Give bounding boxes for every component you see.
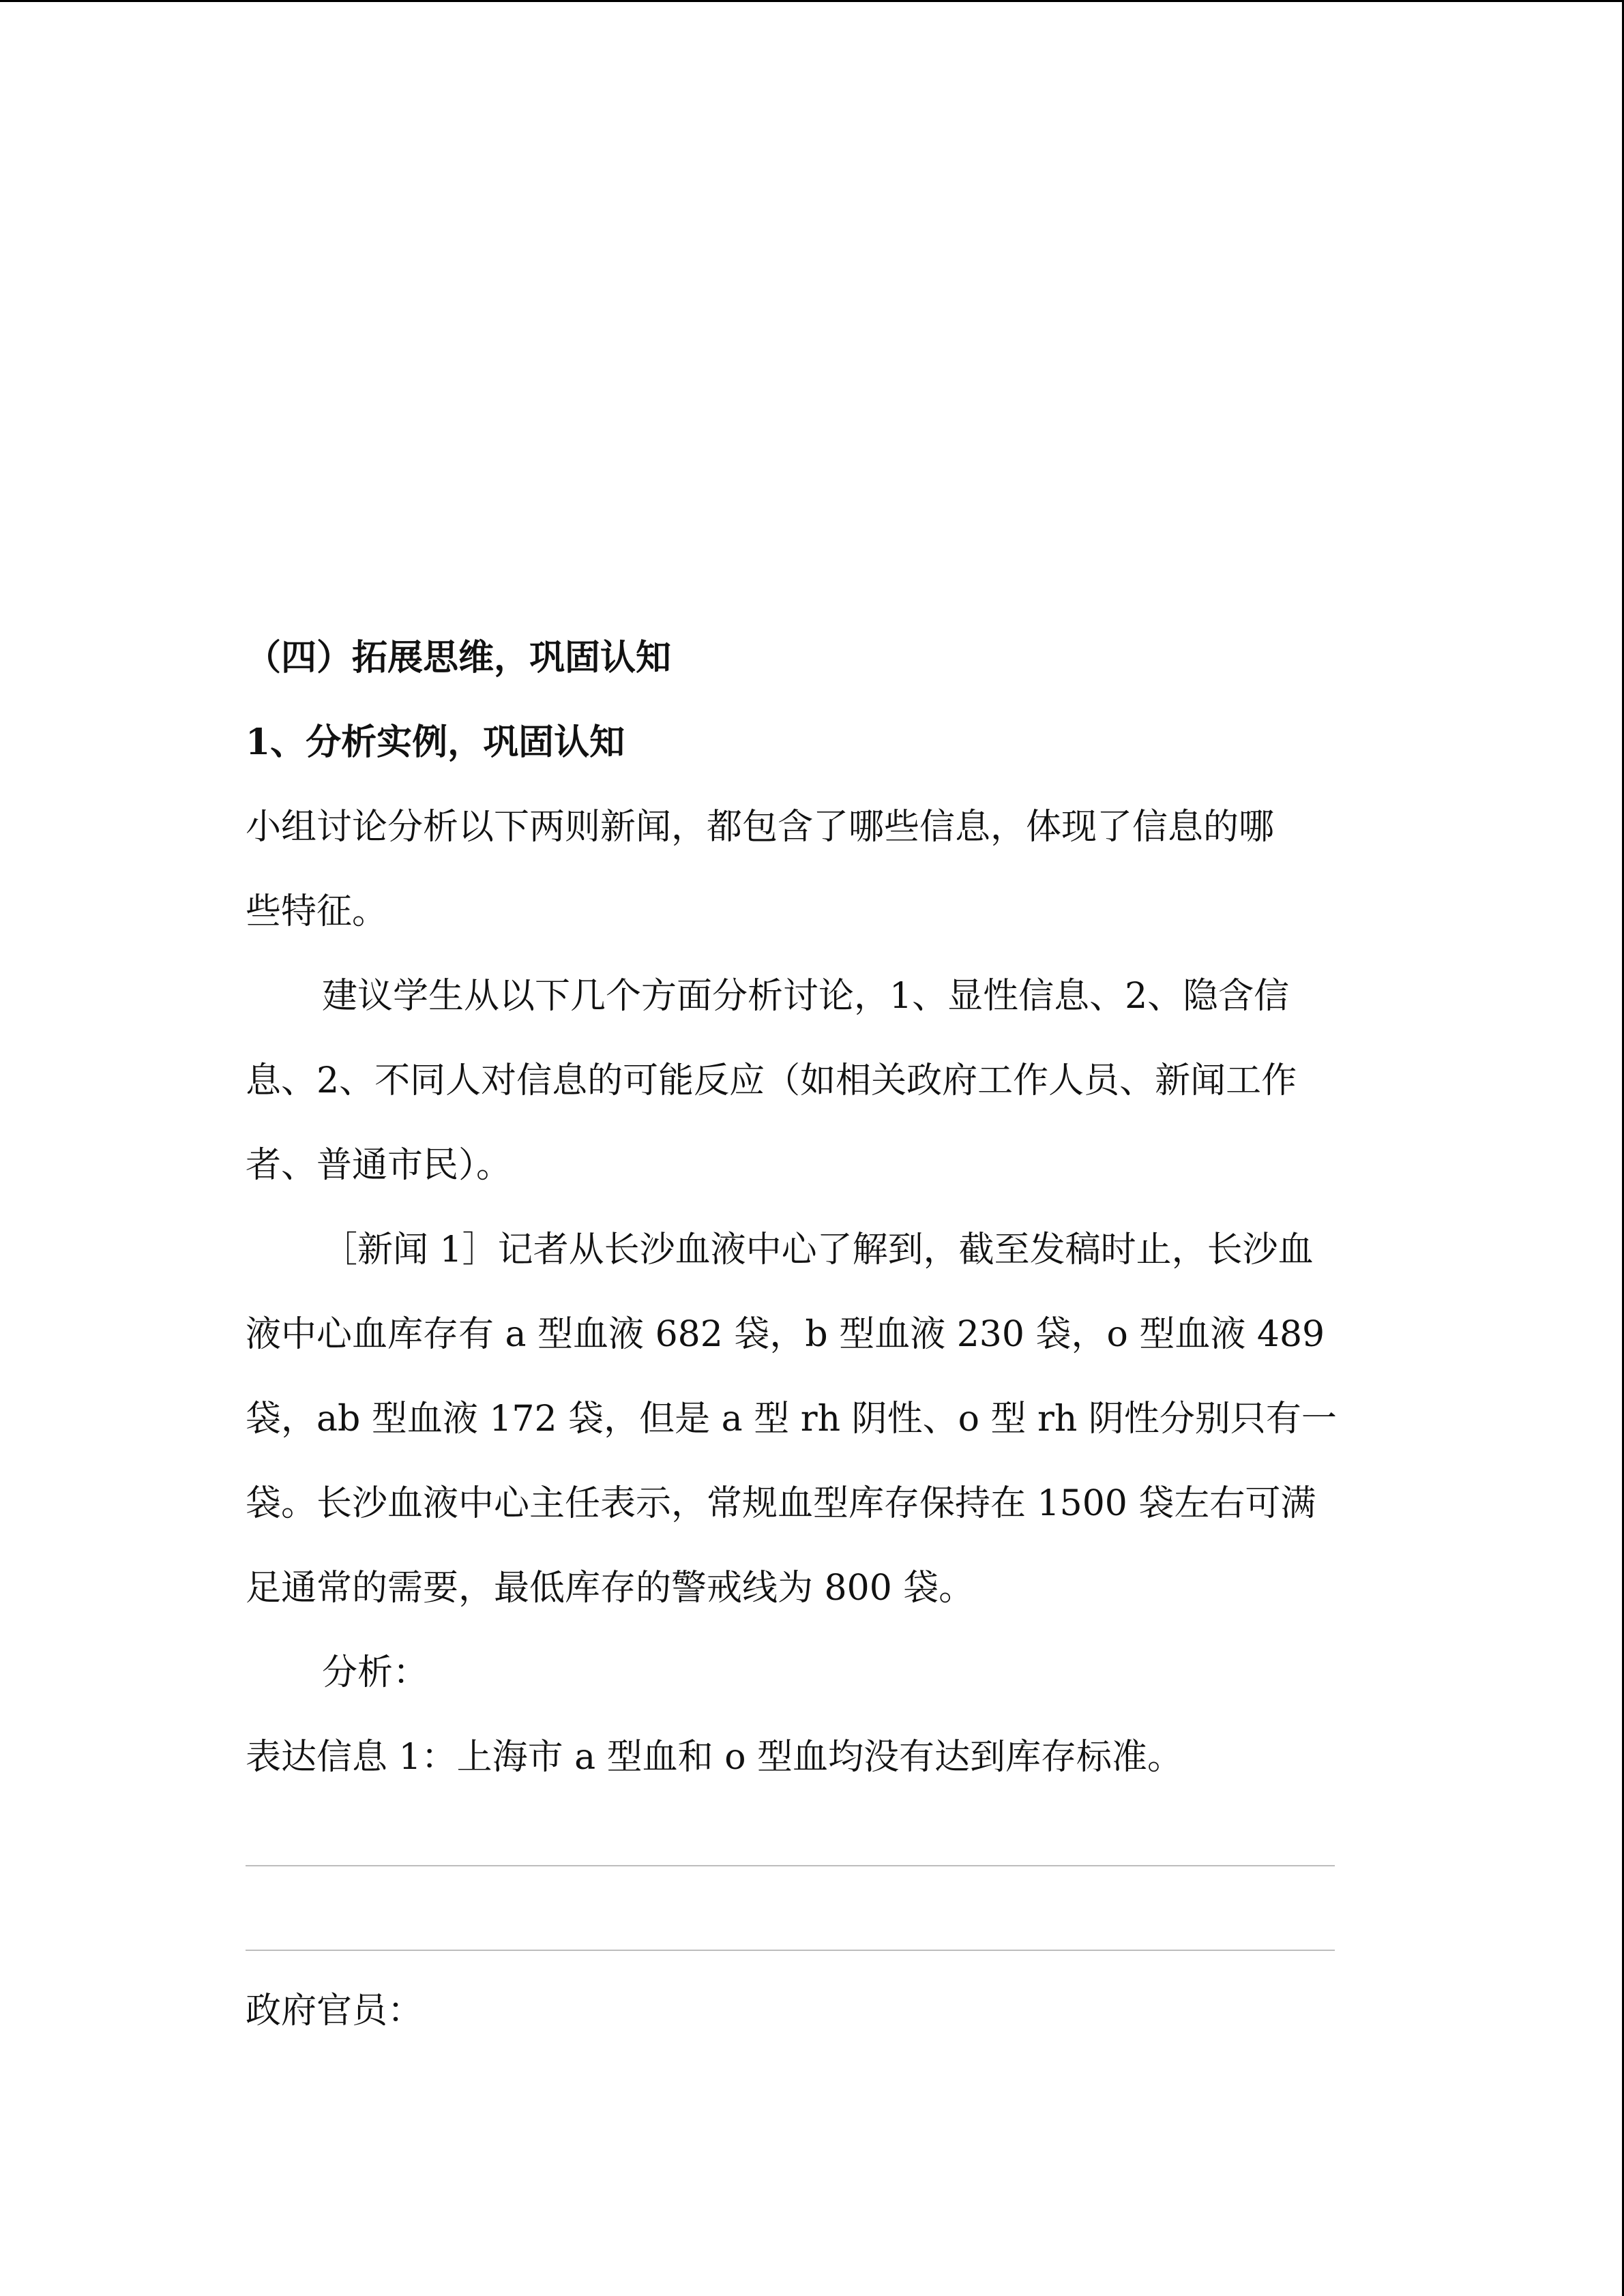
suggestion-line: 息、2、不同人对信息的可能反应（如相关政府工作人员、新闻工作 bbox=[246, 1060, 1297, 1101]
intro-line: 小组讨论分析以下两则新闻，都包含了哪些信息，体现了信息的哪 bbox=[246, 807, 1275, 848]
news-line: 足通常的需要，最低库存的警戒线为 800 袋。 bbox=[246, 1568, 975, 1609]
suggestion-line: 建议学生从以下几个方面分析讨论，1、显性信息、2、隐含信 bbox=[322, 976, 1290, 1017]
news-line: 袋，ab 型血液 172 袋，但是 a 型 rh 阴性、o 型 rh 阴性分别只有一 bbox=[246, 1399, 1337, 1440]
suggestion-line: 者、普通市民）。 bbox=[246, 1145, 512, 1186]
section-heading: （四）拓展思维，巩固认知 bbox=[246, 637, 672, 679]
news-line: 袋。长沙血液中心主任表示，常规血型库存保持在 1500 袋左右可满 bbox=[246, 1483, 1316, 1524]
official-label: 政府官员： bbox=[246, 1991, 424, 2031]
answer-blank-line bbox=[246, 1884, 1391, 1969]
news-line: ［新闻 1］记者从长沙血液中心了解到，截至发稿时止，长沙血 bbox=[322, 1229, 1314, 1270]
document-body bbox=[246, 616, 1391, 2053]
intro-line: 些特征。 bbox=[246, 891, 388, 932]
answer-blank-line bbox=[246, 1800, 1391, 1884]
analysis-label: 分析： bbox=[322, 1652, 429, 1693]
news-line: 液中心血库存有 a 型血液 682 袋，b 型血液 230 袋，o 型血液 489 bbox=[246, 1314, 1325, 1355]
sub-heading: 1、分析实例，巩固认知 bbox=[246, 721, 625, 763]
info-line: 表达信息 1：上海市 a 型血和 o 型血均没有达到库存标准。 bbox=[246, 1737, 1183, 1778]
